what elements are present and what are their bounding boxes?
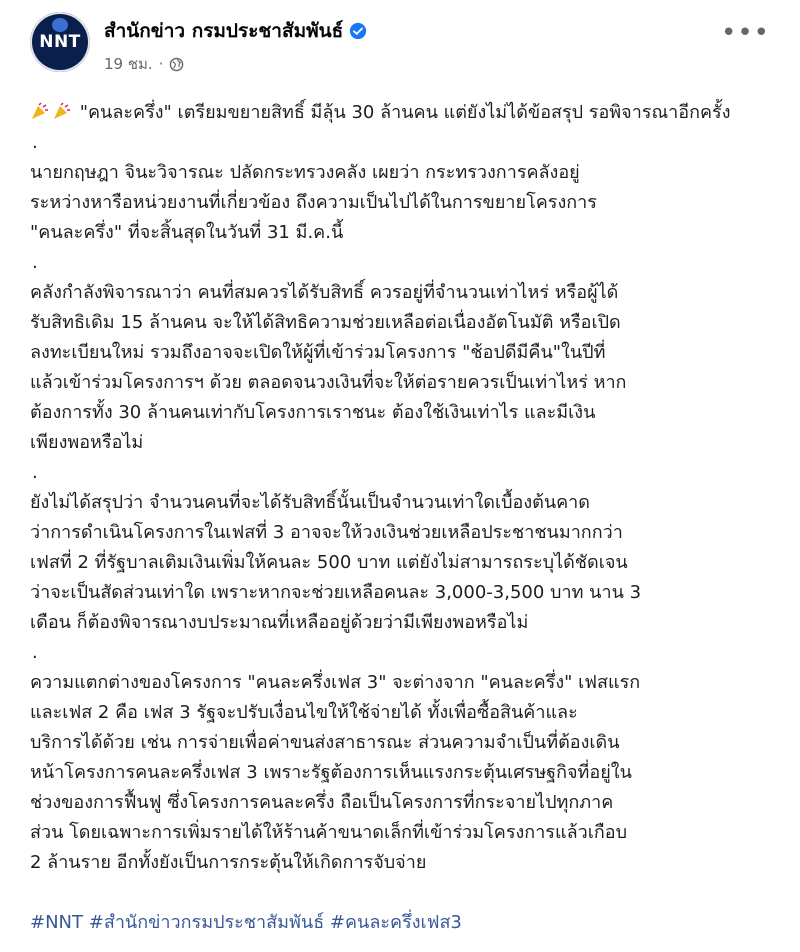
party-popper-icon bbox=[30, 102, 50, 120]
separator: . bbox=[32, 132, 38, 153]
text-line: รับสิทธิเดิม 15 ล้านคน จะให้ได้สิทธิความช่วยเหลือต่อเนื่องอัตโนมัติ หรือเปิด bbox=[30, 312, 621, 333]
paragraph-4 bbox=[30, 668, 780, 878]
text-line: เดือน ก็ต้องพิจารณางบประมาณที่เหลืออยู่ด้วยว่ามีเพียงพอหรือไม่ bbox=[30, 612, 529, 633]
text-line: นายกฤษฎา จินะวิจารณะ ปลัดกระทรวงคลัง เผยว่า กระทรวงการคลังอยู่ bbox=[30, 162, 580, 183]
post-meta bbox=[104, 52, 367, 76]
page-name[interactable]: สำนักข่าว กรมประชาสัมพันธ์ bbox=[104, 20, 344, 42]
text-line: "คนละครึ่ง" ที่จะสิ้นสุดในวันที่ 31 มี.ค.นี้ bbox=[30, 222, 344, 243]
verified-badge-icon bbox=[349, 22, 367, 40]
meta-separator: · bbox=[158, 55, 164, 73]
avatar-logo-text: NNT bbox=[39, 32, 81, 52]
post-headline bbox=[30, 98, 780, 128]
text-line: คลังกำลังพิจารณาว่า คนที่สมควรได้รับสิทธิ์ ควรอยู่ที่จำนวนเท่าไหร่ หรือผู้ได้ bbox=[30, 282, 619, 303]
hashtag-prd-news[interactable]: #สำนักข่าวกรมประชาสัมพันธ์ bbox=[88, 912, 325, 933]
paragraph-2 bbox=[30, 278, 780, 458]
text-line: หน้าโครงการคนละครึ่งเฟส 3 เพราะรัฐต้องการเห็นแรงกระตุ้นเศรษฐกิจที่อยู่ใน bbox=[30, 762, 632, 783]
paragraph-1 bbox=[30, 158, 780, 248]
text-line: ระหว่างหารือหน่วยงานที่เกี่ยวข้อง ถึงความเป็นไปได้ในการขยายโครงการ bbox=[30, 192, 597, 213]
text-line: ต้องการทั้ง 30 ล้านคนเท่ากับโครงการเราชนะ ต้องใช้เงินเท่าไร และมีเงิน bbox=[30, 402, 596, 423]
text-line: ส่วน โดยเฉพาะการเพิ่มรายได้ให้ร้านค้าขนาดเล็กที่เข้าร่วมโครงการแล้วเกือบ bbox=[30, 822, 628, 843]
hashtag-nnt[interactable]: #NNT bbox=[30, 912, 84, 933]
paragraph-3 bbox=[30, 488, 780, 638]
text-line: ลงทะเบียนใหม่ รวมถึงอาจจะเปิดให้ผู้ที่เข้าร่วมโครงการ "ช้อปดีมีคืน"ในปีที่ bbox=[30, 342, 606, 363]
text-line: บริการได้ด้วย เช่น การจ่ายเพื่อค่าขนส่งสาธารณะ ส่วนความจำเป็นที่ต้องเดิน bbox=[30, 732, 620, 753]
hashtag-row bbox=[30, 908, 780, 938]
text-line: แล้วเข้าร่วมโครงการฯ ด้วย ตลอดจนวงเงินที่จะให้ต่อรายควรเป็นเท่าไหร่ หาก bbox=[30, 372, 627, 393]
page-name-row bbox=[104, 16, 367, 46]
text-line: ว่าจะเป็นสัดส่วนเท่าใด เพราะหากจะช่วยเหลือคนละ 3,000-3,500 บาท นาน 3 bbox=[30, 582, 642, 603]
text-line: เฟสที่ 2 ที่รัฐบาลเติมเงินเพิ่มให้คนละ 500 บาท แต่ยังไม่สามารถระบุได้ชัดเจน bbox=[30, 552, 628, 573]
page-avatar[interactable] bbox=[30, 12, 90, 72]
text-line: เพียงพอหรือไม่ bbox=[30, 432, 144, 453]
post-body bbox=[30, 98, 780, 938]
post-timestamp[interactable]: 19 ชม. bbox=[104, 55, 153, 73]
separator: . bbox=[32, 642, 38, 663]
separator: . bbox=[32, 462, 38, 483]
text-line: ยังไม่ได้สรุปว่า จำนวนคนที่จะได้รับสิทธิ์นั้นเป็นจำนวนเท่าใดเบื้องต้นคาด bbox=[30, 492, 590, 513]
more-options-icon[interactable]: ••• bbox=[720, 18, 770, 48]
text-line: และเฟส 2 คือ เฟส 3 รัฐจะปรับเงื่อนไขให้ใช้จ่ายได้ ทั้งเพื่อซื้อสินค้าและ bbox=[30, 702, 578, 723]
party-popper-icon bbox=[52, 102, 72, 120]
headline-text: "คนละครึ่ง" เตรียมขยายสิทธิ์ มีลุ้น 30 ล้านคน แต่ยังไม่ได้ข้อสรุป รอพิจารณาอีกครั้ง bbox=[79, 102, 731, 123]
separator: . bbox=[32, 252, 38, 273]
text-line: ความแตกต่างของโครงการ "คนละครึ่งเฟส 3" จะต่างจาก "คนละครึ่ง" เฟสแรก bbox=[30, 672, 641, 693]
text-line: ว่าการดำเนินโครงการในเฟสที่ 3 อาจจะให้วงเงินช่วยเหลือประชาชนมากกว่า bbox=[30, 522, 623, 543]
globe-icon[interactable] bbox=[169, 57, 184, 72]
post-header bbox=[30, 12, 780, 84]
globe-logo-icon bbox=[52, 18, 68, 32]
hashtag-half-half-phase3[interactable]: #คนละครึ่งเฟส3 bbox=[329, 912, 462, 933]
header-text bbox=[104, 12, 367, 76]
text-line: 2 ล้านราย อีกทั้งยังเป็นการกระตุ้นให้เกิดการจับจ่าย bbox=[30, 852, 427, 873]
text-line: ช่วงของการฟื้นฟู ซึ่งโครงการคนละครึ่ง ถือเป็นโครงการที่กระจายไปทุกภาค bbox=[30, 792, 614, 813]
separator-blank bbox=[30, 878, 780, 908]
